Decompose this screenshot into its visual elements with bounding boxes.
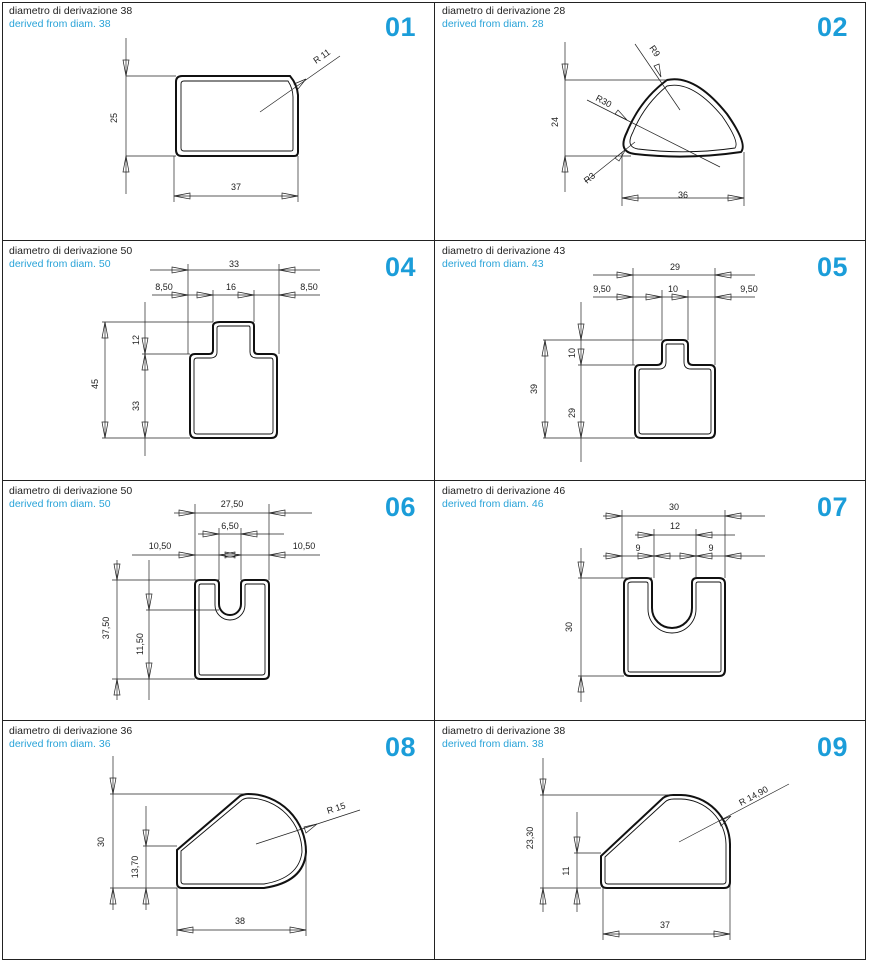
panel-number: 04 — [384, 252, 416, 282]
dim-width: 37 — [230, 182, 242, 192]
dim-height: 30 — [96, 836, 106, 848]
dim-total-width: 33 — [228, 259, 240, 269]
caption-english: derived from diam. 38 — [9, 18, 111, 30]
dim-height: 24 — [550, 116, 560, 128]
dim-left: 10,50 — [148, 541, 172, 551]
dim-lower: 13,70 — [130, 855, 140, 879]
panel-number: 06 — [384, 492, 416, 522]
caption-english: derived from diam. 50 — [9, 498, 111, 510]
panel-09 — [435, 722, 866, 960]
dim-lower: 11,50 — [135, 633, 145, 655]
caption-italian: diametro di derivazione 50 — [9, 485, 133, 497]
profile-drawing — [435, 242, 866, 480]
dim-mid: 6,50 — [221, 521, 239, 531]
dim-right: 9 — [708, 543, 714, 553]
dim-mid: 10 — [667, 284, 679, 294]
panel-05 — [435, 242, 866, 480]
dim-mid: 12 — [669, 521, 681, 531]
dim-right: 8,50 — [300, 282, 318, 292]
profile-drawing — [435, 482, 866, 720]
panel-07 — [435, 482, 866, 720]
profile-drawing — [435, 2, 866, 240]
dim-radius-corner: R3 — [581, 170, 598, 186]
caption-italian: diametro di derivazione 38 — [442, 725, 566, 737]
dim-total-height: 37,50 — [101, 616, 111, 640]
profile-drawing — [435, 722, 866, 960]
dim-height: 30 — [564, 621, 574, 633]
dim-lower: 11 — [561, 866, 571, 876]
caption-english: derived from diam. 43 — [442, 258, 544, 270]
panel-number: 02 — [816, 12, 848, 42]
panel-02 — [435, 2, 866, 240]
dim-left: 9 — [635, 543, 641, 553]
caption-italian: diametro di derivazione 38 — [9, 5, 133, 17]
panel-01 — [2, 2, 434, 240]
panel-number: 01 — [384, 12, 416, 42]
dim-total-width: 27,50 — [220, 499, 244, 509]
panel-number: 09 — [816, 732, 848, 762]
grid-divider-row-3 — [2, 720, 866, 721]
dim-total-width: 29 — [669, 262, 681, 272]
grid-divider-row-1 — [2, 240, 866, 241]
dim-radius: R 15 — [325, 800, 347, 816]
dim-left: 8,50 — [155, 282, 173, 292]
dim-radius: R 11 — [311, 46, 333, 66]
dim-radius-side: R30 — [594, 92, 614, 110]
panel-number: 07 — [816, 492, 848, 522]
panel-04 — [2, 242, 434, 480]
dim-radius-top: R9 — [647, 43, 663, 59]
dim-total-width: 30 — [668, 502, 680, 512]
dim-total-height: 45 — [90, 378, 100, 390]
dim-height: 25 — [109, 112, 119, 124]
dim-bottom: 33 — [131, 400, 141, 412]
caption-english: derived from diam. 50 — [9, 258, 111, 270]
panel-number: 08 — [384, 732, 416, 762]
caption-english: derived from diam. 46 — [442, 498, 544, 510]
dim-total-height: 39 — [529, 383, 539, 395]
panel-08 — [2, 722, 434, 960]
profile-drawing — [2, 2, 434, 240]
dim-left: 9,50 — [593, 284, 611, 294]
panel-number: 05 — [816, 252, 848, 282]
dim-mid: 16 — [225, 282, 237, 292]
dim-width: 36 — [677, 190, 689, 200]
dim-bottom: 29 — [567, 407, 577, 419]
dim-right: 10,50 — [292, 541, 316, 551]
dim-width: 38 — [234, 916, 246, 926]
dim-right: 9,50 — [740, 284, 758, 294]
profile-drawing — [2, 722, 434, 960]
dim-width: 37 — [659, 920, 671, 930]
dim-radius: R 14,90 — [737, 784, 770, 808]
caption-italian: diametro di derivazione 28 — [442, 5, 566, 17]
grid-divider-row-2 — [2, 480, 866, 481]
caption-italian: diametro di derivazione 43 — [442, 245, 566, 257]
profile-drawing — [2, 242, 434, 480]
caption-italian: diametro di derivazione 36 — [9, 725, 133, 737]
caption-italian: diametro di derivazione 46 — [442, 485, 566, 497]
dim-top: 10 — [567, 347, 577, 359]
caption-english: derived from diam. 38 — [442, 738, 544, 750]
dim-height: 23,30 — [525, 826, 535, 850]
dim-top: 12 — [131, 334, 141, 346]
caption-english: derived from diam. 28 — [442, 18, 544, 30]
profile-drawing — [2, 482, 434, 720]
panel-06 — [2, 482, 434, 720]
caption-english: derived from diam. 36 — [9, 738, 111, 750]
caption-italian: diametro di derivazione 50 — [9, 245, 133, 257]
